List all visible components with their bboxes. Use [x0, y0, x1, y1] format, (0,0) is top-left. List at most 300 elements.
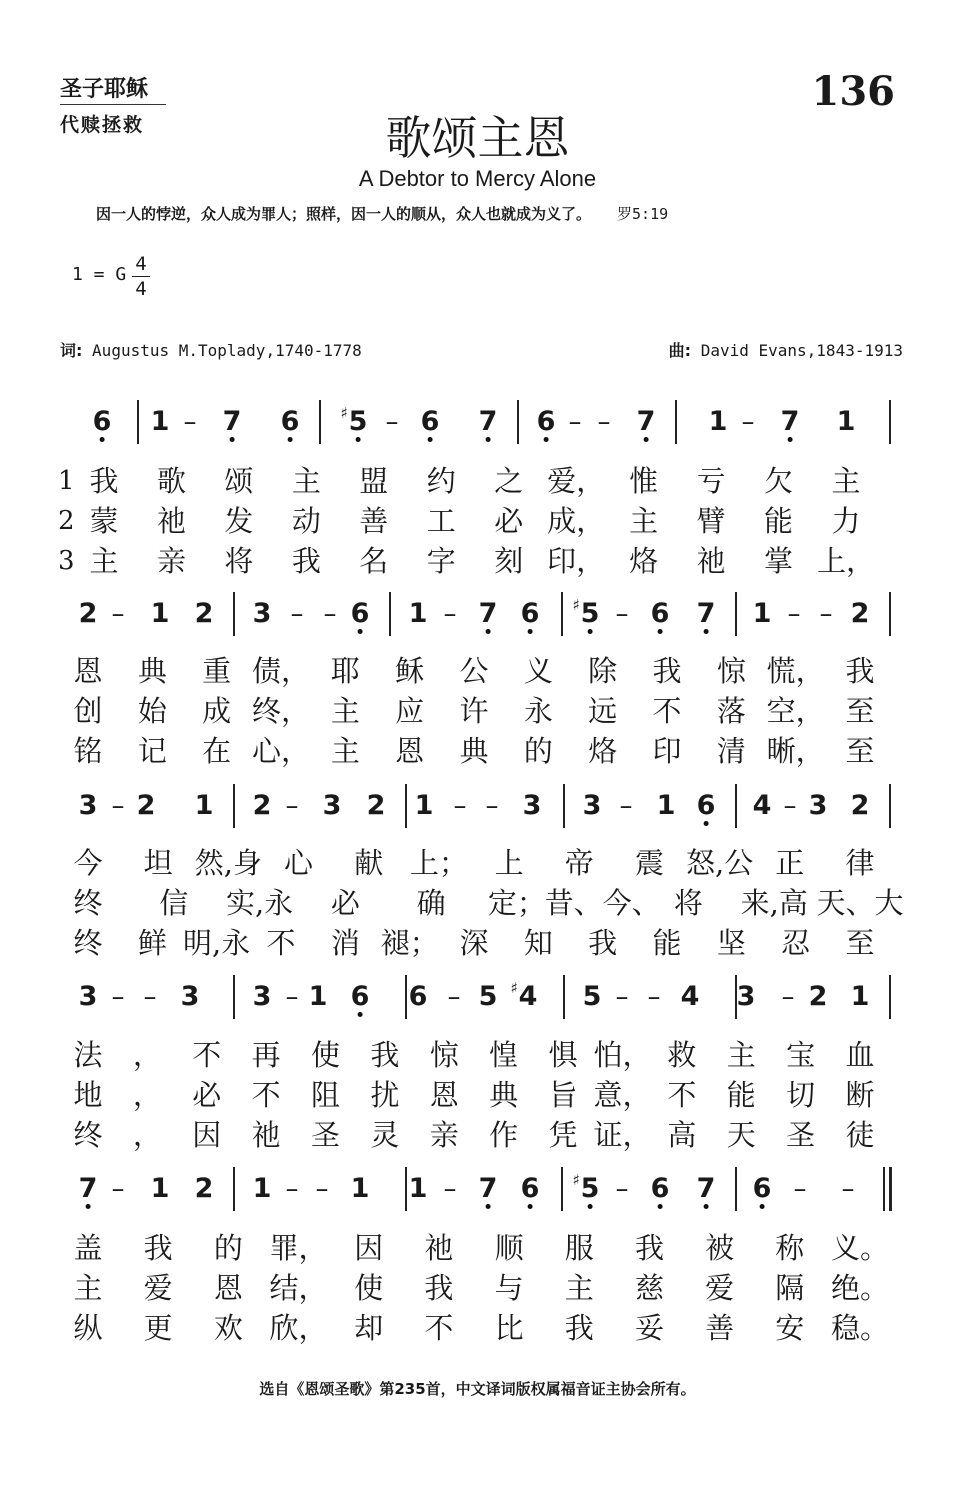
note: [253, 789, 272, 823]
lyric-syllable: 救: [667, 1038, 697, 1072]
hold-dash: [316, 1172, 329, 1206]
note: [523, 789, 542, 823]
hold-dash: [454, 789, 467, 823]
lyric-syllable: 我: [143, 1231, 173, 1265]
barline: [233, 1167, 235, 1211]
lyric-syllable: 刻: [494, 544, 524, 578]
lyric-syllable: 褪；: [380, 926, 439, 960]
lyric-syllable: 成，: [547, 504, 606, 538]
note: [637, 405, 656, 439]
note-number: 1: [308, 981, 328, 1012]
hold-dash-text: –: [285, 791, 299, 821]
lyric-syllable: 落: [716, 694, 746, 728]
lyric-syllable: 被: [705, 1231, 735, 1265]
lyric-syllable: 创: [73, 694, 103, 728]
lyric-syllable: 上，: [816, 544, 876, 578]
hymn-title: 歌颂主恩: [385, 111, 570, 165]
scripture-reference: 罗5:19: [617, 205, 669, 223]
lyric-syllable: 献: [354, 846, 384, 880]
note-number: 1: [150, 1173, 170, 1204]
lyric-syllable: 我: [291, 544, 321, 578]
lyric-syllable: 稣: [395, 654, 425, 688]
note-number: 5: [580, 1173, 600, 1204]
lyric-syllable: 在: [202, 734, 232, 768]
low-octave-dot: [355, 437, 360, 442]
note-number: 3: [252, 981, 272, 1012]
low-octave-dot: [759, 1204, 764, 1209]
lyric-syllable: 鲜: [137, 926, 167, 960]
lyric-syllable: 祂: [251, 1118, 281, 1152]
note: [351, 1172, 370, 1206]
barline: [675, 400, 677, 444]
lyric-syllable: 祂: [696, 544, 726, 578]
note-number: 6: [408, 981, 428, 1012]
note: [697, 789, 716, 823]
lyric-syllable: 掌: [764, 544, 794, 578]
note: [223, 405, 242, 439]
note: [151, 405, 170, 439]
lyric-syllable: 约: [426, 464, 456, 498]
lyric-syllable: 善: [705, 1311, 735, 1345]
hold-dash-text: –: [619, 791, 633, 821]
hold-dash: [286, 980, 299, 1014]
hold-dash: [598, 405, 611, 439]
lyric-syllable: 作: [489, 1118, 519, 1152]
note-number: 1: [408, 1173, 428, 1204]
note-number: 3: [322, 790, 342, 821]
note-number: 2: [252, 790, 272, 821]
lyric-syllable: 主: [73, 1271, 103, 1305]
hold-dash: [444, 597, 457, 631]
lyric-syllable: 的: [523, 734, 553, 768]
lyric-syllable: 知: [523, 926, 553, 960]
hold-dash: [184, 405, 197, 439]
note-number: 2: [850, 598, 870, 629]
lyric-syllable: 歌: [156, 464, 186, 498]
lyric-syllable: 盖: [73, 1231, 103, 1265]
lyric-syllable: 善: [359, 504, 389, 538]
lyric-syllable: 能: [764, 504, 794, 538]
lyric-syllable: 心: [284, 846, 314, 880]
barline: [319, 400, 321, 444]
lyric-syllable: 主: [89, 544, 119, 578]
hold-dash-text: –: [323, 599, 337, 629]
lyric-syllable: 意，: [593, 1078, 652, 1112]
lyric-syllable: 我: [564, 1311, 594, 1345]
lyric-syllable: 因: [192, 1118, 222, 1152]
note: [851, 597, 870, 631]
lyric-syllable: 远: [588, 694, 618, 728]
note: [409, 597, 428, 631]
lyric-syllable: 圣: [311, 1118, 341, 1152]
low-octave-dot: [485, 629, 490, 634]
lyric-syllable: 始: [137, 694, 167, 728]
note-number: 1: [414, 790, 434, 821]
lyric-syllable: 许: [459, 694, 489, 728]
note-number: 6: [280, 406, 300, 437]
hold-dash-text: –: [111, 599, 125, 629]
note: [681, 980, 700, 1014]
hold-dash-text: –: [597, 407, 611, 437]
note: [151, 597, 170, 631]
lyric-syllable: 断: [845, 1078, 875, 1112]
note-number: 1: [252, 1173, 272, 1204]
note-number: 3: [252, 598, 272, 629]
lyric-syllable: 高: [667, 1118, 697, 1152]
low-octave-dot: [657, 1204, 662, 1209]
lyric-syllable: 我: [845, 654, 875, 688]
lyric-syllable: 我: [89, 464, 119, 498]
lyric-syllable: 服: [564, 1231, 594, 1265]
note-number: 1: [194, 790, 214, 821]
low-octave-dot: [357, 1012, 362, 1017]
lyric-syllable: 主: [629, 504, 659, 538]
lyric-syllable: 的: [213, 1231, 243, 1265]
note-number: 2: [366, 790, 386, 821]
lyric-syllable: 来,高: [740, 886, 808, 920]
verse-number: 2: [58, 506, 75, 536]
hold-dash: [112, 980, 125, 1014]
lyric-syllable: 欢: [213, 1311, 243, 1345]
scripture-verse: [96, 203, 668, 224]
hold-dash-text: –: [793, 1174, 807, 1204]
low-octave-dot: [485, 1204, 490, 1209]
hold-dash-text: –: [485, 791, 499, 821]
note: [521, 1172, 540, 1206]
note-number: 7: [636, 406, 656, 437]
hold-dash-text: –: [111, 982, 125, 1012]
copyright-footer: 选自《恩颂圣歌》第235首，中文译词版权属福音证主协会所有。: [259, 1380, 696, 1398]
lyric-syllable: 主: [564, 1271, 594, 1305]
hymn-title-english: A Debtor to Mercy Alone: [358, 166, 597, 191]
lyric-syllable: 律: [845, 846, 875, 880]
lyric-syllable: 阻: [311, 1078, 341, 1112]
lyric-syllable: 至: [845, 926, 875, 960]
note: [572, 596, 600, 631]
hold-dash: [144, 980, 157, 1014]
lyric-syllable: 我: [370, 1038, 400, 1072]
hold-dash: [784, 789, 797, 823]
lyric-syllable: 我: [634, 1231, 664, 1265]
note-number: 1: [656, 790, 676, 821]
lyric-syllable: 将: [224, 544, 254, 578]
low-octave-dot: [485, 437, 490, 442]
lyric-syllable: 必: [192, 1078, 222, 1112]
final-barline-thin: [883, 1167, 885, 1211]
lyric-syllable: 清: [716, 734, 746, 768]
hold-dash-text: –: [285, 1174, 299, 1204]
lyric-syllable: 不: [424, 1311, 454, 1345]
note: [697, 597, 716, 631]
lyric-syllable: 臂: [696, 504, 726, 538]
note-number: 2: [136, 790, 156, 821]
note-number: 2: [194, 598, 214, 629]
hold-dash: [842, 1172, 855, 1206]
lyric-syllable: 力: [831, 504, 861, 538]
barline: [233, 784, 235, 828]
lyric-syllable: 恩: [73, 654, 103, 688]
music-label: 曲:: [668, 341, 692, 360]
note-number: 7: [478, 406, 498, 437]
lyric-syllable: 债，: [251, 654, 311, 688]
low-octave-dot: [527, 1204, 532, 1209]
words-label: 词:: [60, 341, 83, 360]
note-number: 3: [736, 981, 756, 1012]
barline: [405, 1167, 407, 1211]
hold-dash: [616, 1172, 629, 1206]
barline: [561, 592, 563, 636]
lyric-syllable: 惧: [548, 1038, 578, 1072]
note: [809, 789, 828, 823]
hold-dash: [286, 1172, 299, 1206]
low-octave-dot: [643, 437, 648, 442]
barline: [735, 1167, 737, 1211]
note-number: 3: [582, 790, 602, 821]
lyric-syllable: 主: [726, 1038, 756, 1072]
lyric-syllable: 惊: [429, 1038, 459, 1072]
lyric-syllable: 成: [202, 694, 232, 728]
barline: [517, 400, 519, 444]
hold-dash: [448, 980, 461, 1014]
lyric-syllable: 更: [143, 1311, 173, 1345]
hold-dash-text: –: [290, 599, 304, 629]
lyric-syllable: 隔: [775, 1271, 805, 1305]
barline: [561, 1167, 563, 1211]
lyric-syllable: 我: [424, 1271, 454, 1305]
note-number: 6: [696, 790, 716, 821]
hold-dash: [112, 597, 125, 631]
lyric-syllable: 惟: [629, 464, 659, 498]
note-number: 3: [180, 981, 200, 1012]
hold-dash-text: –: [285, 982, 299, 1012]
note-number: 6: [520, 598, 540, 629]
low-octave-dot: [703, 1204, 708, 1209]
lyric-syllable: 烙: [629, 544, 659, 578]
lyric-syllable: 至: [845, 694, 875, 728]
lyric-syllable: ，: [132, 1078, 162, 1112]
lyric-syllable: 确: [416, 886, 446, 920]
lyric-syllable: ，: [132, 1118, 162, 1152]
lyric-syllable: 工: [426, 504, 456, 538]
note-number: 2: [808, 981, 828, 1012]
hold-dash-text: –: [781, 982, 795, 1012]
sharp-icon: ♯: [340, 404, 348, 422]
category-main: 圣子耶稣: [60, 76, 149, 102]
lyric-syllable: 灵: [370, 1118, 400, 1152]
lyric-syllable: 然,身: [194, 846, 262, 880]
note: [351, 980, 370, 1014]
note: [79, 789, 98, 823]
lyric-syllable: 血: [845, 1038, 875, 1072]
note: [195, 1172, 214, 1206]
low-octave-dot: [703, 821, 708, 826]
lyric-syllable: 空，: [766, 694, 825, 728]
note-number: 7: [478, 1173, 498, 1204]
lyric-syllable: 今: [73, 846, 103, 880]
hold-dash-text: –: [647, 982, 661, 1012]
low-octave-dot: [427, 437, 432, 442]
lyric-syllable: 终: [73, 926, 103, 960]
note-number: 7: [78, 1173, 98, 1204]
music-composer: David Evans,1843-1913: [700, 341, 903, 360]
sharp-icon: ♯: [572, 1171, 580, 1189]
note: [651, 597, 670, 631]
hold-dash-text: –: [787, 599, 801, 629]
lyric-syllable: 心，: [251, 734, 311, 768]
lyric-syllable: 必: [494, 504, 524, 538]
hold-dash-text: –: [183, 407, 197, 437]
note: [510, 979, 538, 1014]
note-number: 5: [582, 981, 602, 1012]
lyric-syllable: 能: [652, 926, 682, 960]
lyric-syllable: 昔、今、: [544, 886, 661, 920]
hold-dash: [291, 597, 304, 631]
note: [181, 980, 200, 1014]
lyric-syllable: 亏: [696, 464, 726, 498]
note: [657, 789, 676, 823]
lyric-syllable: 忍: [781, 926, 811, 960]
lyric-syllable: 上: [494, 846, 524, 880]
lyric-syllable: 使: [354, 1271, 384, 1305]
note-number: 6: [752, 1173, 772, 1204]
note-number: 7: [696, 598, 716, 629]
hold-dash-text: –: [615, 1174, 629, 1204]
note: [367, 789, 386, 823]
lyric-syllable: 终，: [251, 694, 311, 728]
lyric-syllable: 天、大: [816, 886, 904, 920]
note: [479, 1172, 498, 1206]
lyric-syllable: 妥: [634, 1311, 664, 1345]
lyric-syllable: 义: [523, 654, 553, 688]
lyric-syllable: 怕，: [593, 1038, 652, 1072]
hold-dash: [486, 789, 499, 823]
note: [409, 1172, 428, 1206]
lyric-syllable: 不: [667, 1078, 697, 1112]
note-number: 3: [78, 790, 98, 821]
lyric-syllable: 震: [634, 846, 664, 880]
sharp-icon: ♯: [510, 979, 518, 997]
lyric-syllable: ，: [132, 1038, 162, 1072]
hymn-number: 136: [811, 68, 895, 115]
lyric-syllable: 永: [523, 694, 553, 728]
barline: [889, 784, 891, 828]
low-octave-dot: [357, 629, 362, 634]
hold-dash: [788, 597, 801, 631]
note: [651, 1172, 670, 1206]
category-sub: 代赎拯救: [60, 114, 145, 136]
lyric-syllable: 盟: [359, 464, 389, 498]
lyric-syllable: 典: [489, 1078, 519, 1112]
lyric-syllable: 不: [251, 1078, 281, 1112]
lyric-syllable: 恩: [429, 1078, 459, 1112]
lyric-syllable: 地: [73, 1078, 103, 1112]
lyric-syllable: 不: [192, 1038, 222, 1072]
barline: [735, 784, 737, 828]
music-credit: [669, 338, 903, 361]
lyric-syllable: 怒,公: [686, 846, 754, 880]
barline: [233, 592, 235, 636]
lyric-syllable: 动: [291, 504, 321, 538]
lyric-syllable: 恩: [213, 1271, 243, 1305]
lyric-syllable: 祂: [424, 1231, 454, 1265]
key-signature: 1 = G: [72, 264, 127, 285]
lyric-syllable: 终: [73, 1118, 103, 1152]
lyric-syllable: 主: [831, 464, 861, 498]
note: [323, 789, 342, 823]
barline: [405, 975, 407, 1019]
note-number: 7: [780, 406, 800, 437]
hold-dash-text: –: [615, 599, 629, 629]
note: [151, 1172, 170, 1206]
note-number: 6: [420, 406, 440, 437]
hold-dash: [444, 1172, 457, 1206]
barline: [889, 592, 891, 636]
lyric-syllable: 绝。: [830, 1271, 890, 1305]
lyric-syllable: 爱: [705, 1271, 735, 1305]
hold-dash-text: –: [447, 982, 461, 1012]
note-number: 3: [522, 790, 542, 821]
note: [479, 980, 498, 1014]
note: [753, 789, 772, 823]
note-number: 6: [650, 1173, 670, 1204]
lyric-syllable: 徒: [845, 1118, 875, 1152]
note-number: 1: [836, 406, 856, 437]
lyric-syllable: 欣，: [269, 1311, 328, 1345]
hold-dash-text: –: [741, 407, 755, 437]
low-octave-dot: [703, 629, 708, 634]
note: [809, 980, 828, 1014]
lyric-syllable: 之: [494, 464, 524, 498]
lyric-syllable: 定；: [487, 886, 546, 920]
hold-dash-text: –: [443, 599, 457, 629]
note-number: 3: [78, 981, 98, 1012]
note-number: 5: [580, 598, 600, 629]
note: [79, 1172, 98, 1206]
lyric-syllable: 主: [330, 734, 360, 768]
lyric-syllable: 惊: [716, 654, 746, 688]
barline: [137, 400, 139, 444]
note-number: 2: [194, 1173, 214, 1204]
lyric-syllable: 爱，: [547, 464, 606, 498]
lyric-syllable: 宝: [786, 1038, 816, 1072]
hold-dash: [742, 405, 755, 439]
note: [309, 980, 328, 1014]
note: [253, 980, 272, 1014]
lyric-syllable: 主: [330, 694, 360, 728]
note: [851, 980, 870, 1014]
lyric-syllable: 坦: [143, 846, 173, 880]
lyric-syllable: 正: [775, 846, 805, 880]
hold-dash: [782, 980, 795, 1014]
note-number: 7: [696, 1173, 716, 1204]
hold-dash: [820, 597, 833, 631]
verse-number: 3: [58, 546, 75, 576]
lyric-syllable: 能: [726, 1078, 756, 1112]
note-number: 5: [348, 406, 368, 437]
hold-dash: [616, 597, 629, 631]
lyric-syllable: 却: [354, 1311, 384, 1345]
lyric-syllable: 蒙: [89, 504, 119, 538]
note-number: 5: [478, 981, 498, 1012]
lyric-syllable: 实,永: [225, 886, 294, 920]
lyric-syllable: 惶: [489, 1038, 519, 1072]
hold-dash-text: –: [143, 982, 157, 1012]
lyric-syllable: 重: [202, 654, 232, 688]
note-number: 3: [808, 790, 828, 821]
lyric-syllable: 爱: [143, 1271, 173, 1305]
note-number: 6: [520, 1173, 540, 1204]
lyric-syllable: 将: [673, 886, 703, 920]
